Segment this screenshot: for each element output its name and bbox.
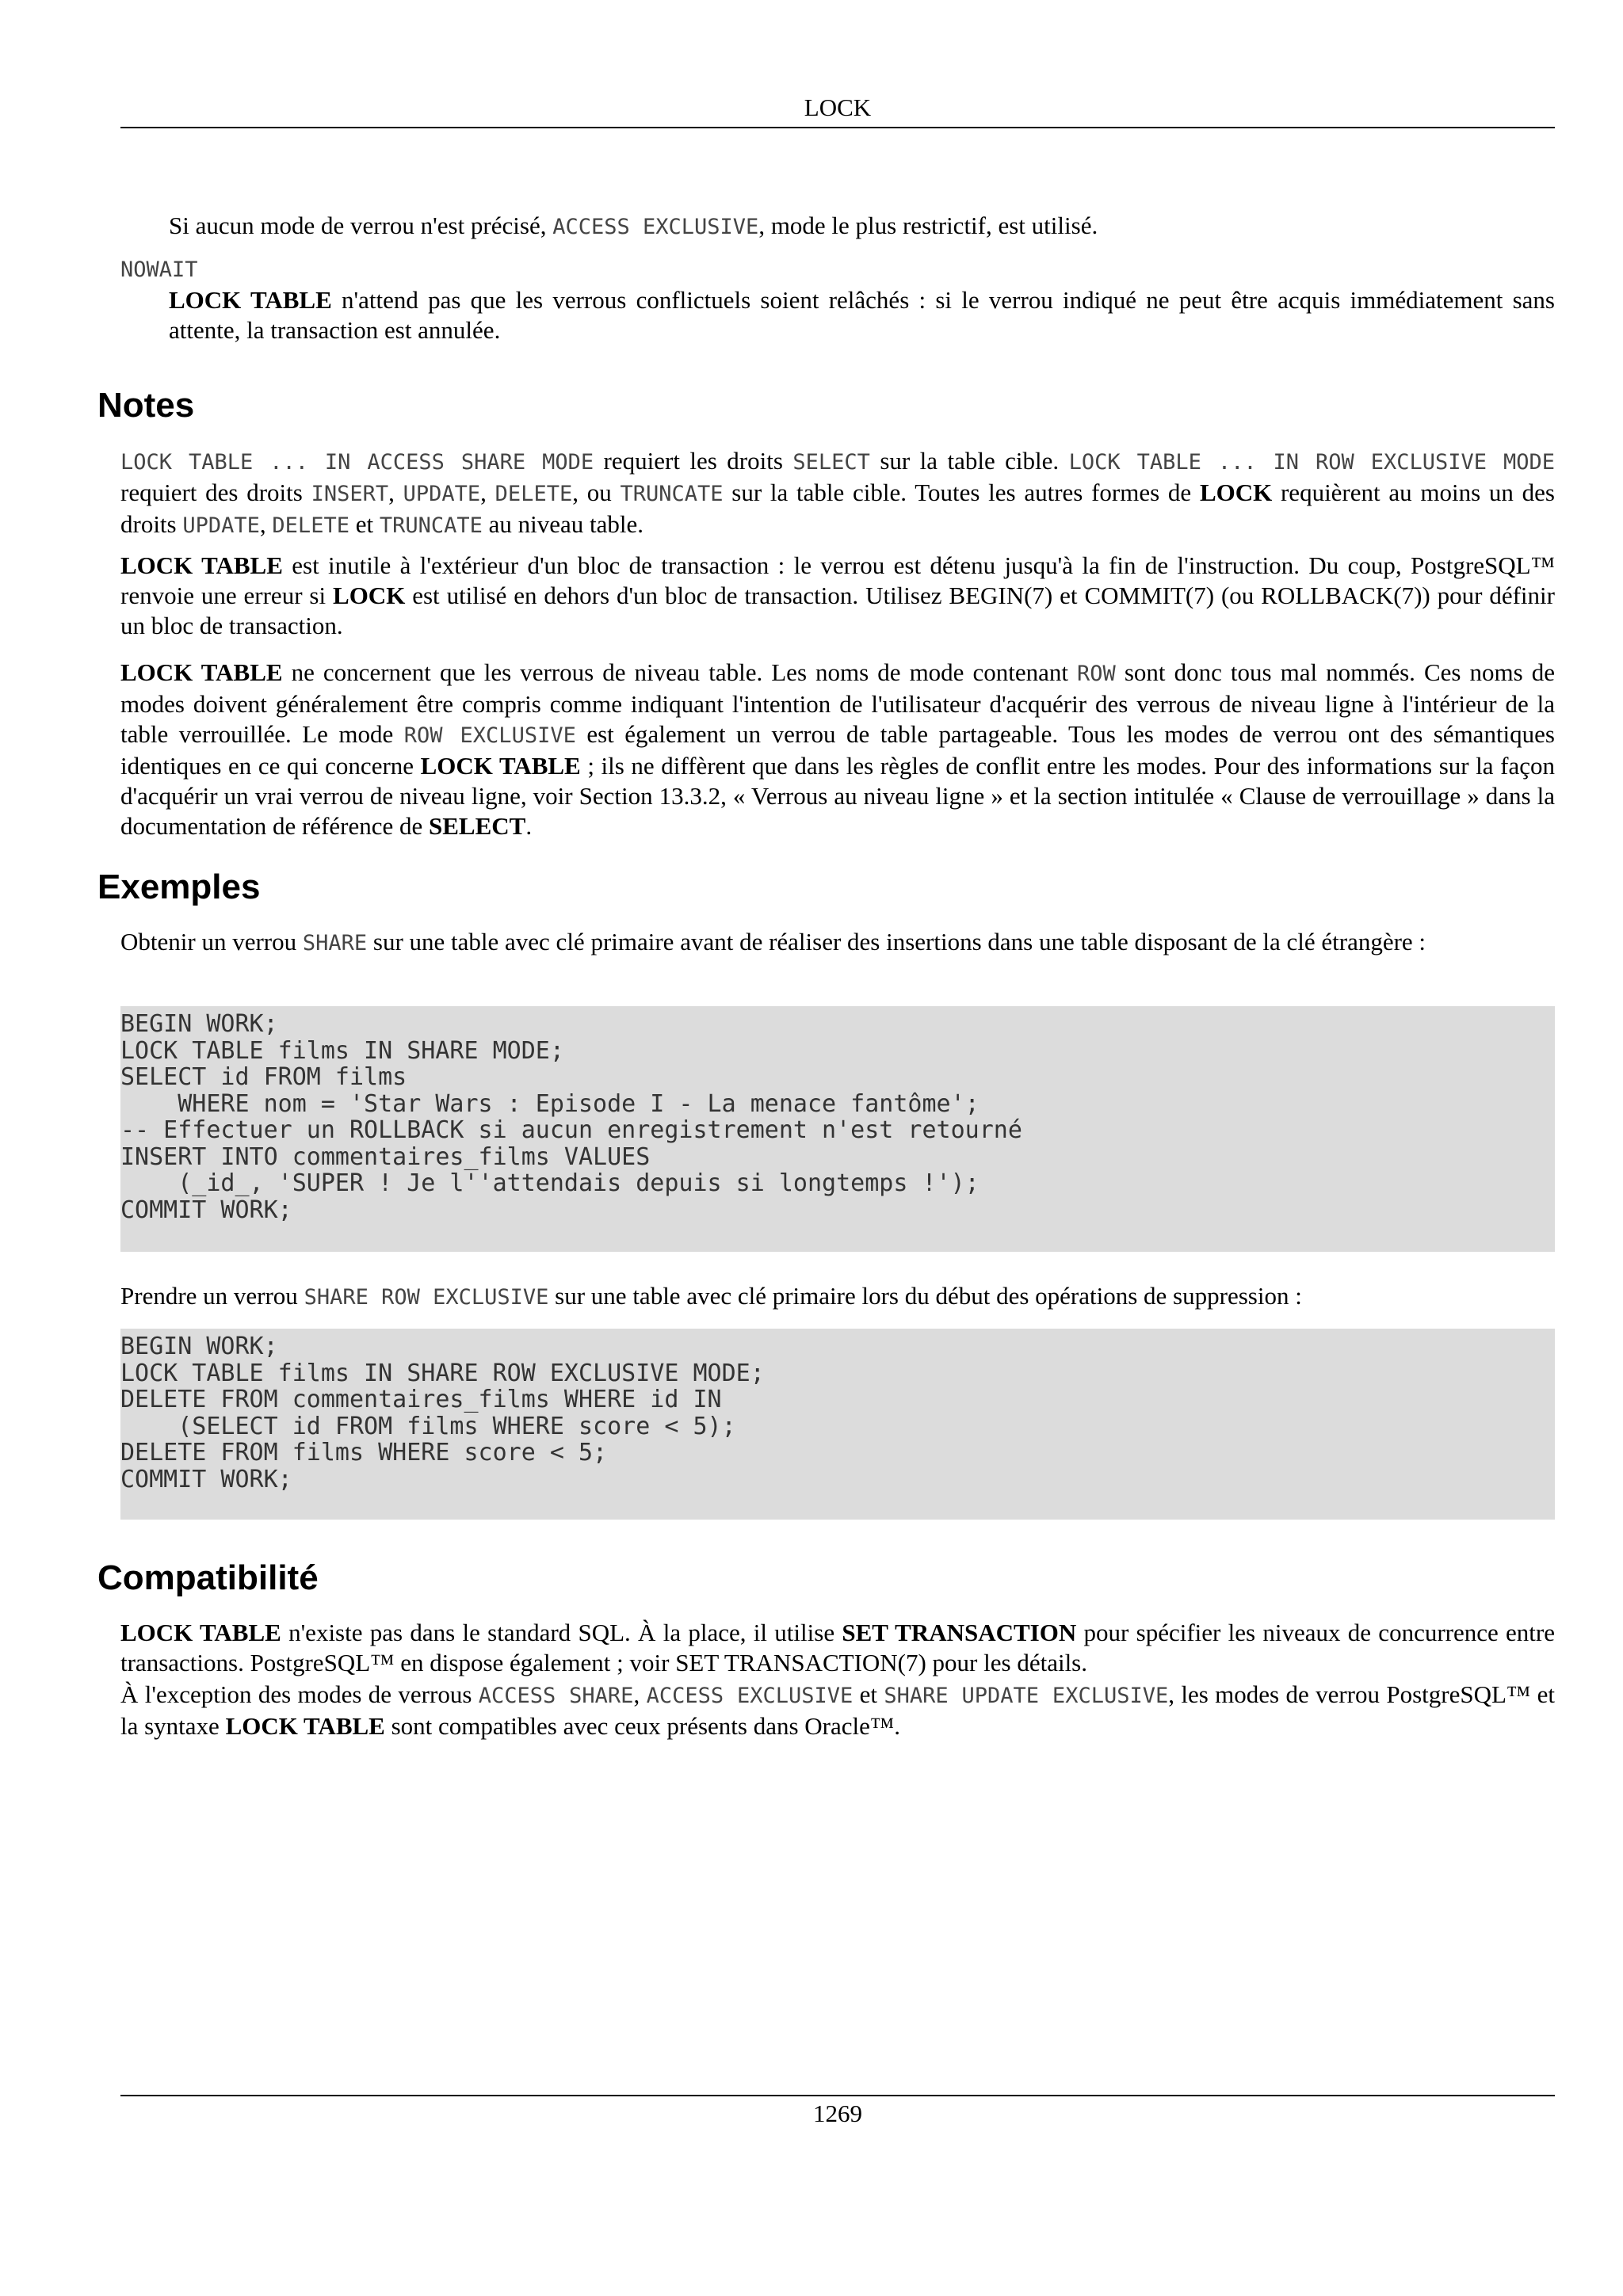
footer-rule [120,2095,1555,2096]
inline-code: UPDATE [182,513,260,538]
nowait-bold-lock-table: LOCK TABLE [169,286,332,314]
inline-code: TRUNCATE [620,482,724,506]
code-block-share-row-exclusive [120,1329,1555,1520]
code-line: BEGIN WORK; [120,1010,278,1038]
text-run: requièrent au moins un des droits [120,479,1555,538]
bold-run: LOCK [1199,479,1273,506]
text-run: À l'exception des modes de verrous [120,1680,479,1708]
inline-code: INSERT [311,482,389,506]
text-run: Prendre un verrou [120,1282,304,1310]
intro-code-access-exclusive: ACCESS EXCLUSIVE [552,215,759,239]
text-run: sur une table avec clé primaire avant de réaliser des insertions dans une table disposant de la clé étrangère : [367,928,1426,955]
section-title-notes: Notes [97,386,195,425]
nowait-description [169,285,1555,345]
text-run: ; ils ne diffèrent que dans les règles de conflit entre les modes. Pour des informations sur la façon d'acquérir un vrai verrou de niveau ligne, voir Section 13.3.2, « Verrous au niveau ligne » et la section intitulée « Clause de verrouillage » dans la documentation de référence de [120,752,1555,840]
code-line: SELECT id FROM films [120,1063,407,1091]
bold-run: LOCK TABLE [120,658,283,686]
text-run: et [853,1680,884,1708]
code-line: DELETE FROM commentaires_films WHERE id IN [120,1386,722,1413]
text-run: est inutile à l'extérieur d'un bloc de transaction : le verrou est détenu jusqu'à la fin de l'instruction. Du coup, PostgreSQL™ renvoie une erreur si [120,551,1555,609]
running-header: LOCK [804,93,872,121]
text-run: n'existe pas dans le standard SQL. À la place, il utilise [281,1619,842,1646]
text-run: . [525,812,533,840]
code-line: LOCK TABLE films IN SHARE ROW EXCLUSIVE MODE; [120,1359,765,1387]
inline-code: SHARE [302,931,368,955]
text-run: est également un verrou de table partageable. Tous les modes de verrou ont des sémantiques identiques en ce qui concerne [120,720,1555,780]
text-run: pour spécifier les niveaux de concurrence entre transactions. PostgreSQL™ en dispose également ; voir SET TRANSACTION(7) pour les détails. [120,1619,1555,1676]
inline-code: ACCESS SHARE [478,1684,634,1708]
text-run: requiert les droits [594,447,793,475]
inline-code: LOCK TABLE ... IN ROW EXCLUSIVE MODE [1068,450,1555,475]
section-title-examples: Exemples [97,868,261,906]
inline-code: SELECT [792,450,870,475]
inline-code: SHARE UPDATE EXCLUSIVE [884,1684,1169,1708]
intro-text-1: Si aucun mode de verrou n'est précisé, [169,212,553,239]
code-line: COMMIT WORK; [120,1465,292,1493]
intro-text-2: , mode le plus restrictif, est utilisé. [758,212,1098,239]
code-line: -- Effectuer un ROLLBACK si aucun enregistrement n'est retourné [120,1116,1022,1144]
text-run: requiert des droits [120,479,311,506]
inline-code: TRUNCATE [379,513,483,538]
text-run: est utilisé en dehors d'un bloc de transaction. Utilisez BEGIN(7) et COMMIT(7) (ou ROLLBACK(7)) pour définir un bloc de transaction. [120,582,1555,639]
text-run: sont donc tous mal nommés. Ces noms de modes doivent généralement être compris comme indiquant l'intention de l'utilisateur d'acquérir des verrous de niveau ligne à l'intérieur de la table verrouillée. Le mode [120,658,1555,748]
nowait-term: NOWAIT [120,257,198,282]
bold-run: LOCK TABLE [225,1712,385,1740]
page-number: 1269 [813,2100,862,2127]
text-run: Obtenir un verrou [120,928,303,955]
inline-code: SHARE ROW EXCLUSIVE [304,1285,549,1310]
nowait-text: n'attend pas que les verrous conflictuels soient relâchés : si le verrou indiqué ne peut être acquis immédiatement sans attente, la transaction est annulée. [169,286,1555,344]
notes-paragraph-3 [120,658,1555,841]
code-line: LOCK TABLE films IN SHARE MODE; [120,1036,564,1065]
text-run: , ou [572,479,621,506]
examples-paragraph-1 [120,927,1555,959]
bold-run: LOCK TABLE [120,551,283,579]
inline-code: ROW [1077,662,1116,686]
inline-code: DELETE [495,482,573,506]
inline-code: LOCK TABLE ... IN ACCESS SHARE MODE [120,450,594,475]
inline-code: UPDATE [403,482,481,506]
code-line: DELETE FROM films WHERE score < 5; [120,1439,608,1466]
text-run: , [388,479,403,506]
bold-run: LOCK TABLE [420,752,581,780]
inline-code: DELETE [272,513,349,538]
text-run: au niveau table. [482,510,644,538]
code-line: BEGIN WORK; [120,1333,278,1360]
intro-paragraph [169,211,1555,242]
text-run: sur une table avec clé primaire lors du début des opérations de suppression : [548,1282,1302,1310]
compat-paragraph-2 [120,1680,1555,1741]
notes-paragraph-2 [120,551,1555,641]
text-run: sont compatibles avec ceux présents dans Oracle™. [384,1712,901,1740]
bold-run: SET TRANSACTION [842,1619,1077,1646]
text-run: , [480,479,495,506]
inline-code: ACCESS EXCLUSIVE [646,1684,854,1708]
compat-paragraph-1 [120,1618,1555,1678]
notes-paragraph-1 [120,446,1555,541]
text-run: , les modes de verrou PostgreSQL™ et la syntaxe [120,1680,1556,1740]
code-line: COMMIT WORK; [120,1196,292,1224]
code-line: WHERE nom = 'Star Wars : Episode I - La menace fantôme'; [120,1089,980,1118]
bold-run: LOCK TABLE [120,1619,281,1646]
header-rule [120,127,1555,128]
text-run: , [633,1680,647,1708]
text-run: sur la table cible. Toutes les autres formes de [723,479,1200,506]
code-line: (_id_, 'SUPER ! Je l''attendais depuis si longtemps !'); [120,1169,980,1197]
examples-paragraph-2 [120,1281,1555,1313]
code-line: (SELECT id FROM films WHERE score < 5); [120,1412,736,1440]
bold-run: LOCK [333,582,406,609]
text-run: sur la table cible. [869,447,1069,475]
inline-code: ROW EXCLUSIVE [403,723,576,748]
text-run: ne concernent que les verrous de niveau table. Les noms de mode contenant [282,658,1078,686]
section-title-compatibility: Compatibilité [97,1558,319,1597]
code-block-share-lock [120,1006,1555,1252]
bold-run: SELECT [429,812,526,840]
text-run: , [259,510,273,538]
code-line: INSERT INTO commentaires_films VALUES [120,1142,651,1171]
text-run: et [349,510,380,538]
